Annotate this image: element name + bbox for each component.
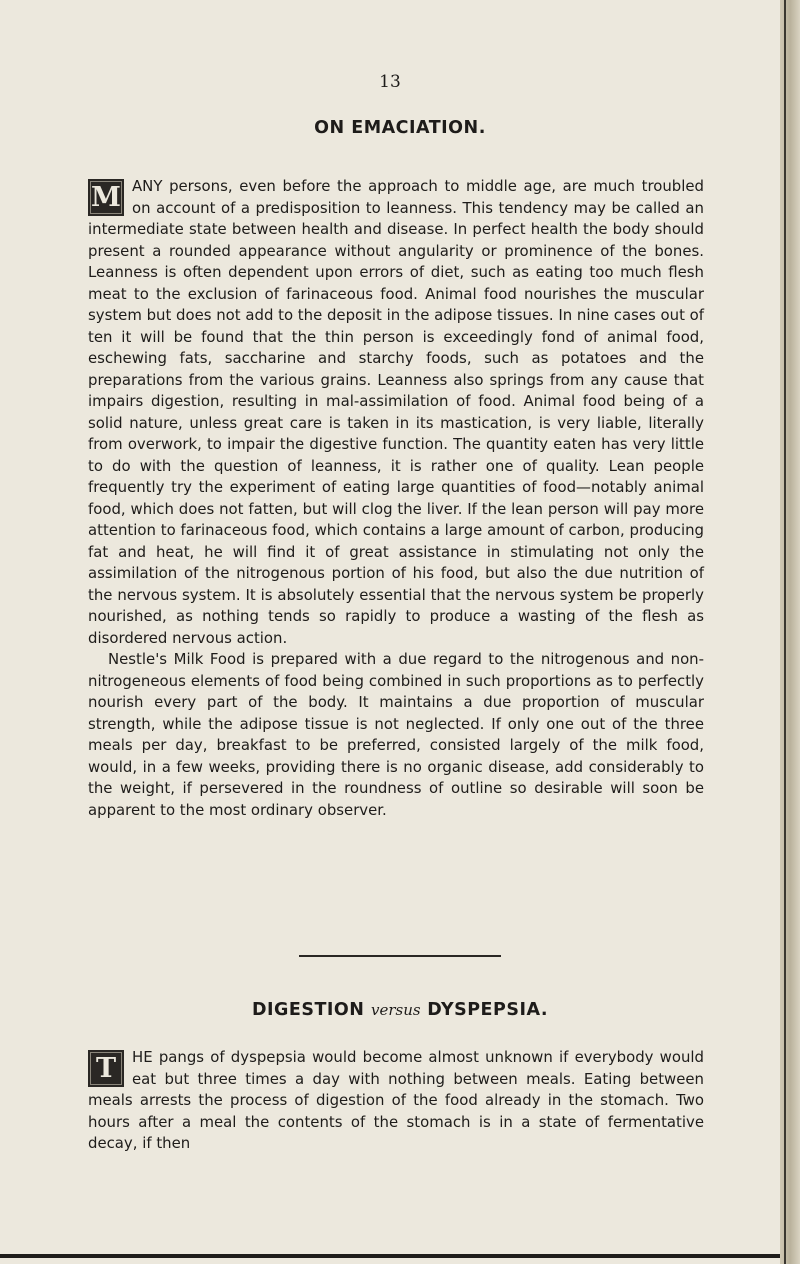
section-heading-emaciation: ON EMACIATION.: [314, 118, 486, 138]
page-binding-edge: [780, 0, 800, 1264]
page-number: 13: [379, 72, 401, 92]
drop-cap-t: T: [88, 1050, 124, 1087]
section-separator-rule: [299, 955, 501, 957]
paragraph-3: [88, 1047, 704, 1155]
paragraph-3-text: HE pangs of dyspepsia would become almost unknown if everybody would eat but three times a day with nothing between meals. Eating between meals arrests the process of digestion of the food already in the stomach. Two hours after a meal the contents of the stomach is in a state of fermentative decay, if then: [88, 1048, 704, 1152]
heading-versus-word: versus: [371, 1001, 421, 1019]
paragraph-2: Nestle's Milk Food is prepared with a due regard to the nitrogenous and non-nitrogeneous elements of food being combined in such proportions as to perfectly nourish every part of the body. It maintains a due proportion of muscular strength, while the adipose tissue is not neglected. If only one out of the three meals per day, breakfast to be preferred, consisted largely of the milk food, would, in a few weeks, providing there is no organic disease, add considerably to the weight, if persevered in the roundness of outline so desirable will soon be apparent to the most ordinary observer.: [88, 650, 704, 819]
paragraph-1-text: ANY persons, even before the approach to middle age, are much troubled on account of a predisposition to leanness. This tendency may be called an intermediate state between health and disease. In perfect health the body should present a rounded appearance without angularity or prominence of the bones. Leanness is often dependent upon errors of diet, such as eating too much flesh meat to the exclusion of farinaceous food. Animal food nourishes the muscular system but does not add to the deposit in the adipose tissues. In nine cases out of ten it will be found that the thin person is exceedingly fond of animal food, eschewing fats, saccharine and starchy foods, such as potatoes and the preparations from the various grains. Leanness also springs from any cause that impairs digestion, resulting in mal-assimilation of food. Animal food being of a solid nature, unless great care is taken in its mastication, is very liable, literally from overwork, to impair the digestive function. The quantity eaten has very little to do with the question of leanness, it is rather one of quality. Lean people frequently try the experiment of eating large quantities of food—notably animal food, which does not fatten, but will clog the liver. If the lean person will pay more attention to farinaceous food, which contains a large amount of carbon, producing fat and heat, he will find it of great assistance in stimulating not only the assimilation of the nitrogenous portion of his food, but also the due nutrition of the nervous system. It is absolutely essential that the nervous system be properly nourished, as nothing tends so rapidly to produce a wasting of the flesh as disordered nervous action.: [88, 177, 705, 647]
drop-cap-m: M: [88, 179, 124, 216]
heading-dyspepsia-word: DYSPEPSIA.: [427, 1000, 548, 1020]
paragraph-1: [88, 176, 704, 649]
section-body-emaciation: [88, 176, 704, 821]
bottom-edge-rule: [0, 1254, 780, 1258]
heading-digestion-word: DIGESTION: [252, 1000, 365, 1020]
section-heading-digestion: [0, 1000, 800, 1020]
section-body-digestion: [88, 1047, 704, 1155]
